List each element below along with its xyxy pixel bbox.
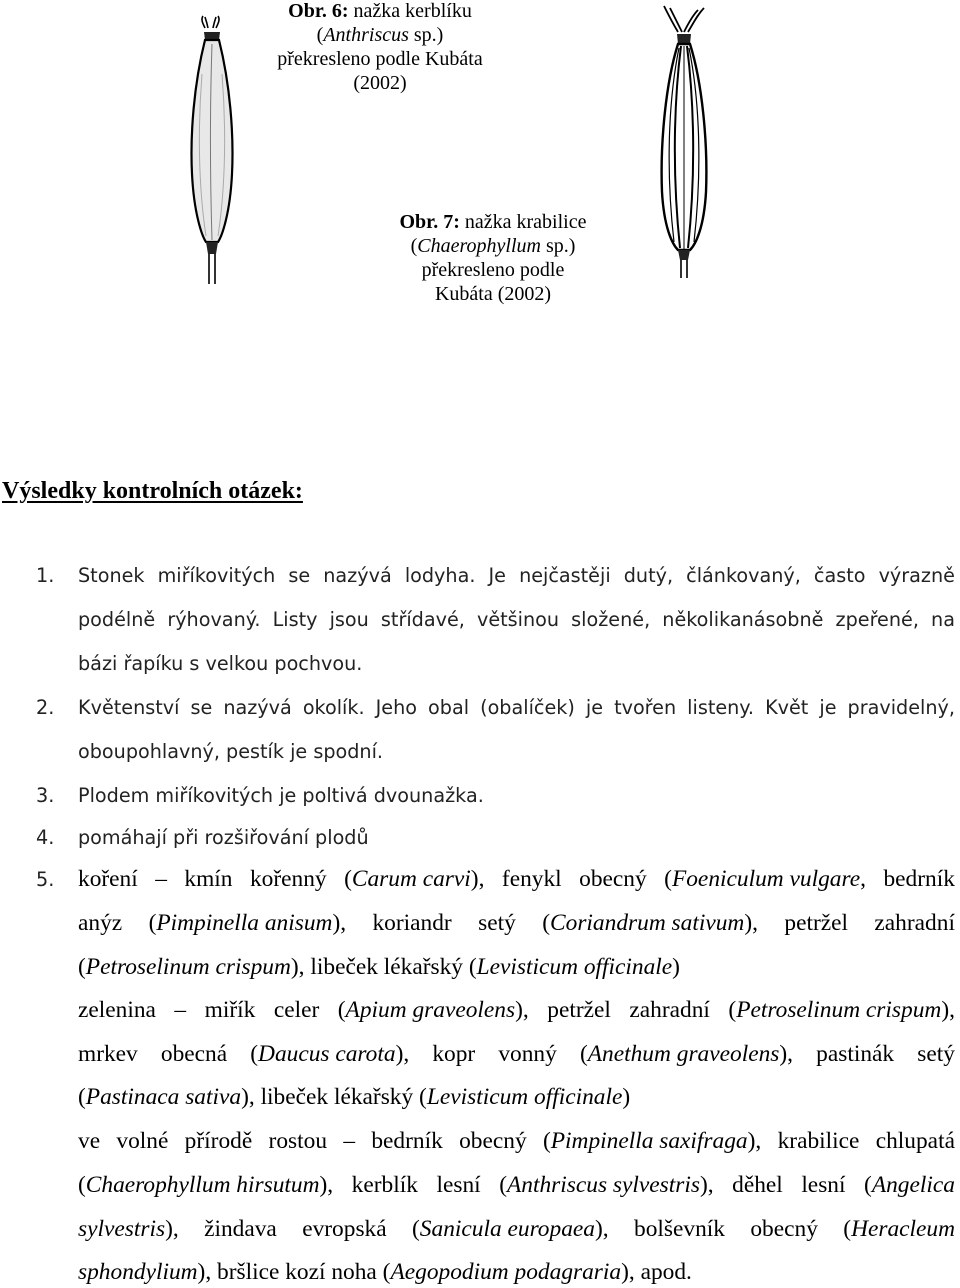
answer-5-wild-line-2: (Chaerophyllum hirsutum), kerblík lesní (Anthriscus sylvestris), děhel lesní (Angelica [78, 1172, 955, 1198]
word: často [813, 564, 866, 587]
word: na [931, 608, 955, 631]
fruit-kerblik-drawing [188, 14, 236, 286]
word: obal [428, 696, 470, 719]
answer-2-line-2: oboupohlavný, pestík je spodní. [78, 740, 384, 763]
word: nazývá [323, 564, 392, 587]
answer-1-line-2 [78, 608, 955, 631]
word: (obalíček) [480, 696, 575, 719]
word: je [819, 696, 837, 719]
figure-7-caption: Obr. 7: nažka krabilice (Chaerophyllum sp.) překresleno podle Kubáta (2002) [399, 211, 587, 305]
word: Jeho [375, 696, 417, 719]
answer-2-number: 2. [36, 696, 55, 719]
answer-5-vegetables-line-3: (Pastinaca sativa), libeček lékařský (Levisticum officinale) [78, 1084, 631, 1110]
word: článkovaný, [686, 564, 801, 587]
word: jsou [329, 608, 369, 631]
word: nejčastěji [519, 564, 611, 587]
word: většinou [476, 608, 560, 631]
answer-5-vegetables-line-1: zelenina – miřík celer (Apium graveolens), petržel zahradní (Petroselinum crispum), [78, 997, 955, 1023]
answer-1-line-1 [78, 564, 955, 587]
answer-5-wild-line-1: ve volné přírodě rostou – bedrník obecný (Pimpinella saxifraga), krabilice chlupatá [78, 1128, 955, 1154]
answer-1-line-3: bázi řapíku s velkou pochvou. [78, 652, 363, 675]
word: miříkovitých [157, 564, 276, 587]
word: dutý, [623, 564, 674, 587]
answer-3-number: 3. [36, 784, 55, 807]
word: nazývá [223, 696, 292, 719]
results-heading: Výsledky kontrolních otázek: [2, 478, 303, 504]
answer-4-number: 4. [36, 826, 55, 849]
word: Květ [765, 696, 809, 719]
answer-5-spices-line-3: (Petroselinum crispum), libeček lékařský (Levisticum officinale) [78, 954, 680, 980]
answer-5-spices-line-1: koření – kmín kořenný (Carum carvi), fenykl obecný (Foeniculum vulgare, bedrník [78, 866, 955, 892]
answer-3-text: Plodem miříkovitých je poltivá dvounažka. [78, 784, 484, 807]
answer-4-text: pomáhají při rozšiřování plodů [78, 826, 369, 849]
word: složené, [571, 608, 651, 631]
word: Stonek [78, 564, 145, 587]
word: je [585, 696, 604, 719]
word: několikanásobně [662, 608, 824, 631]
word: Listy [272, 608, 318, 631]
answer-5-wild-line-3: sylvestris), žindava evropská (Sanicula europaea), bolševník obecný (Heracleum [78, 1216, 955, 1242]
answer-5-wild-line-4: sphondylium), bršlice kozí noha (Aegopodium podagraria), apod. [78, 1259, 692, 1285]
word: zpeřené, [835, 608, 919, 631]
answer-5-number: 5. [36, 868, 55, 891]
answer-1-number: 1. [36, 564, 55, 587]
word: tvořen [614, 696, 677, 719]
figure-7-label: Obr. 7: [399, 211, 460, 233]
word: pravidelný, [847, 696, 955, 719]
answer-2-line-1 [78, 696, 955, 719]
word: okolík. [302, 696, 365, 719]
answer-5-vegetables-line-2: mrkev obecná (Daucus carota), kopr vonný (Anethum graveolens), pastinák setý [78, 1041, 955, 1067]
fruit-krabilice-drawing [654, 2, 714, 280]
word: podélně [78, 608, 156, 631]
word: se [190, 696, 213, 719]
figure-6-caption: Obr. 6: nažka kerblíku (Anthriscus sp.) překresleno podle Kubáta (2002) [277, 0, 483, 94]
word: výrazně [878, 564, 955, 587]
word: Je [488, 564, 506, 587]
word: lodyha. [404, 564, 476, 587]
word: Květenství [78, 696, 180, 719]
word: se [288, 564, 311, 587]
word: rýhovaný. [167, 608, 261, 631]
word: střídavé, [380, 608, 465, 631]
word: listeny. [687, 696, 755, 719]
answer-5-spices-line-2: anýz (Pimpinella anisum), koriandr setý (Coriandrum sativum), petržel zahradní [78, 910, 955, 936]
figure-6-label: Obr. 6: [288, 0, 349, 22]
